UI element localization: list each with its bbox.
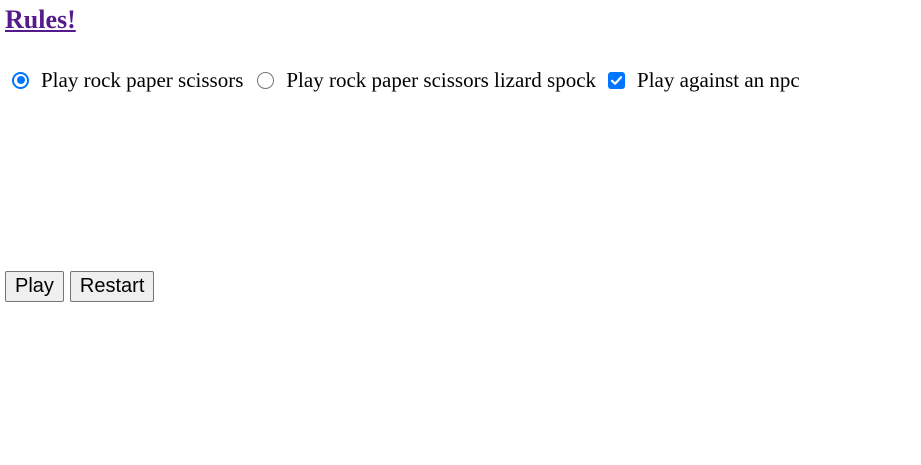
game-options (12, 66, 800, 94)
option-rps-label: Play rock paper scissors (41, 68, 244, 92)
option-rpsls[interactable] (257, 66, 596, 94)
radio-button-selected-icon[interactable] (12, 72, 29, 89)
action-buttons (5, 271, 154, 302)
rules-link[interactable]: Rules! (5, 5, 76, 34)
restart-button[interactable]: Restart (70, 271, 154, 302)
checkmark-icon (610, 74, 623, 87)
option-rpsls-label: Play rock paper scissors lizard spock (286, 68, 597, 92)
option-rps[interactable] (12, 66, 243, 94)
play-button[interactable]: Play (5, 271, 64, 302)
radio-button-unselected-icon[interactable] (257, 72, 274, 89)
option-npc-label: Play against an npc (637, 68, 800, 92)
checkbox-checked-icon[interactable] (608, 72, 625, 89)
option-npc[interactable] (608, 66, 800, 94)
